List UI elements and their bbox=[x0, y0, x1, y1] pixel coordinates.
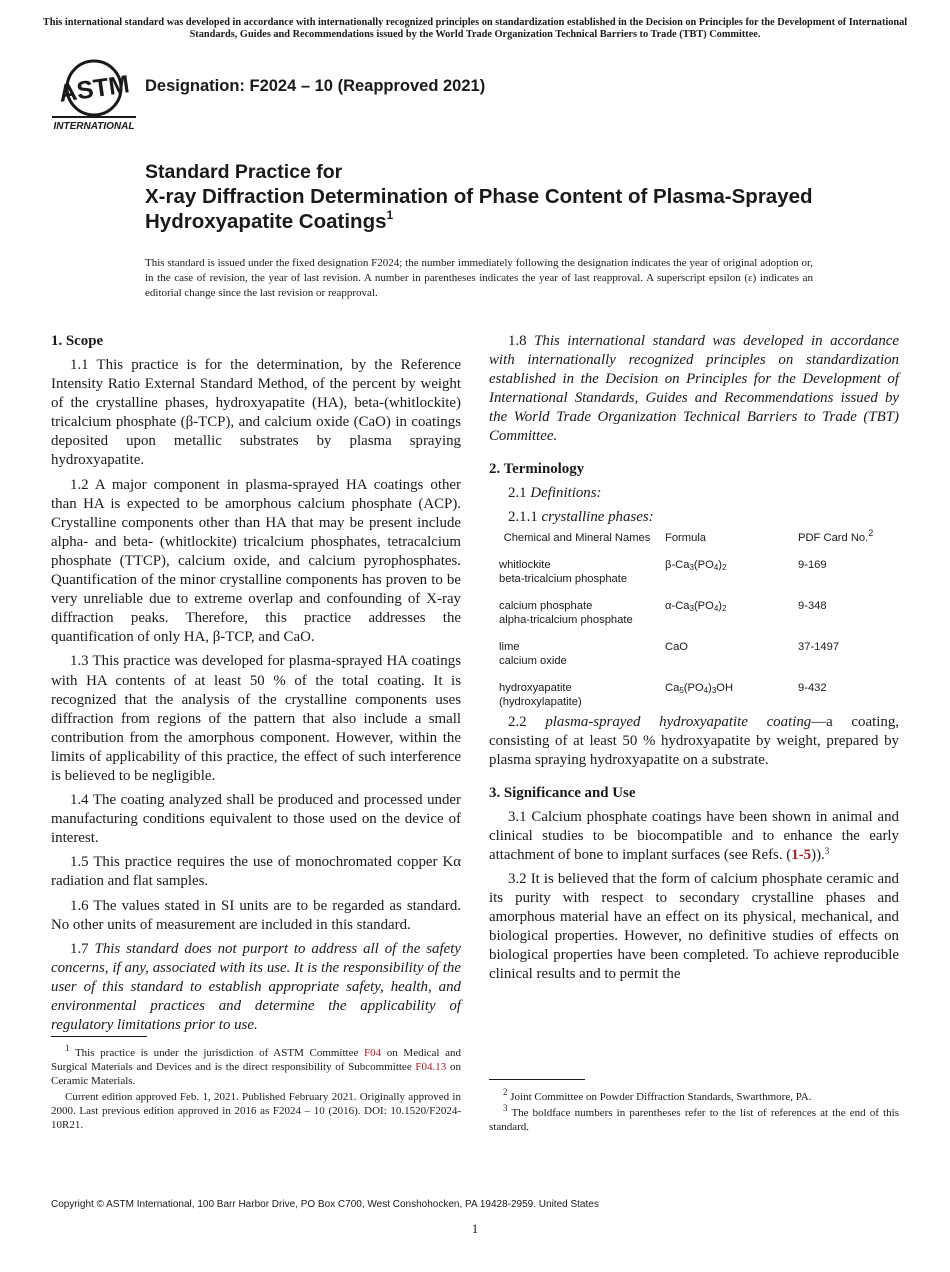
sub-label: crystalline phases: bbox=[541, 508, 654, 525]
top-notice: This international standard was developed in accordance with internationally recognized principles on standardization established in the Decision on Principles for the Development of International Standards, Guides and Recommendations issued by the World Trade Organization Technical Barriers to Trade (TBT) Committee. bbox=[42, 17, 908, 40]
title-text: X-ray Diffraction Determination of Phase Content of Plasma-Sprayed Hydroxyapatite Coatings bbox=[145, 185, 813, 233]
paragraph-text-end: )). bbox=[811, 846, 825, 863]
footnote-rule-right bbox=[489, 1079, 585, 1080]
table-row bbox=[489, 600, 897, 641]
footnote-2: $^2$ Joint Committee on Powder Diffraction Standards, Swarthmore, PA. bbox=[503, 1087, 812, 1103]
phase-names bbox=[489, 600, 665, 641]
title-block bbox=[145, 160, 845, 234]
paragraph-number: 1.7 bbox=[70, 940, 89, 957]
sub-number: 2.1.1 bbox=[508, 508, 538, 525]
phase-name-alt: (hydroxylapatite) bbox=[499, 695, 582, 708]
astm-logo-icon bbox=[52, 56, 136, 132]
title-footnote-ref: 1 bbox=[386, 208, 394, 222]
paragraph-3-1 bbox=[489, 808, 899, 865]
paragraph-1-6: 1.6 The values stated in SI units are to be regarded as standard. No other units of measurement are included in this standard. bbox=[51, 897, 461, 933]
column-header-formula: Formula bbox=[665, 531, 707, 544]
table-row bbox=[489, 682, 897, 709]
title-line1: Standard Practice for bbox=[145, 161, 343, 183]
paragraph-2-2 bbox=[489, 713, 899, 770]
copyright: Copyright © ASTM International, 100 Barr Harbor Drive, PO Box C700, West Conshohocken, PA 19428-2959. United States bbox=[51, 1199, 599, 1210]
svg-text:ASTM: ASTM bbox=[57, 70, 132, 108]
paragraph-1-5: 1.5 This practice requires the use of monochromated copper Kα radiation and flat samples. bbox=[51, 854, 461, 890]
page-number: 1 bbox=[471, 1221, 479, 1236]
footnote-1: $^1$ This practice is under the jurisdiction of ASTM Committee F04 on Medical and Surgical Materials and Devices and is the direct responsibility of Subcommittee F04.13 on Ceramic Materials. bbox=[51, 1043, 462, 1087]
left-column bbox=[51, 332, 461, 1040]
phase-name: whitlockite bbox=[499, 559, 551, 572]
issue-note: This standard is issued under the fixed designation F2024; the number immediately following the designation indicates the year of original adoption or, in the case of revision, the year of last revision. A number in parentheses indicates the year of last reapproval. A superscript epsilon (ε) indicates an editorial change since the last revision or reapproval. bbox=[145, 257, 813, 299]
title-main bbox=[145, 184, 845, 234]
section-heading-terminology: 2. Terminology bbox=[489, 460, 585, 477]
column-header-names: Chemical and Mineral Names bbox=[503, 531, 651, 544]
table-header-row bbox=[489, 532, 897, 560]
crystalline-phases-table bbox=[489, 527, 897, 710]
footnote-rule-left bbox=[51, 1036, 147, 1037]
paragraph-1-4: 1.4 The coating analyzed shall be produced and processed under manufacturing conditions equivalent to those used on the device of interest. bbox=[51, 792, 461, 847]
reference-link[interactable]: 1-5 bbox=[791, 846, 812, 863]
phase-names bbox=[489, 559, 665, 600]
table-row bbox=[489, 641, 897, 682]
paragraph-1-7 bbox=[51, 940, 461, 1035]
phase-pdf-card: 9-432 bbox=[798, 682, 827, 695]
footnote-number: 1 bbox=[65, 1043, 70, 1053]
astm-logo bbox=[52, 56, 136, 132]
def-label: Definitions: bbox=[530, 484, 602, 501]
pdf-header-text: PDF Card No. bbox=[798, 531, 869, 544]
paragraph-italic-text: This international standard was developed in accordance with internationally recognized principles on standardization established in the Decision on Principles for the Development of International Standards, Guides and Recommendations issued by the World Trade Organization Technical Barriers to Trade (TBT) Committee. bbox=[489, 333, 899, 445]
definition-text: —a coating, consisting of at least 50 % hydroxyapatite by weight, prepared by plasma spraying hydroxyapatite on a substrate. bbox=[489, 714, 899, 769]
phase-formula: $\beta-Ca_3(PO_4)_2$ bbox=[665, 559, 727, 573]
phase-name-alt: alpha-tricalcium phosphate bbox=[499, 613, 633, 626]
phase-name-alt: calcium oxide bbox=[499, 654, 567, 667]
phase-name: calcium phosphate bbox=[499, 600, 593, 613]
paragraph-1-3: 1.3 This practice was developed for plasma-sprayed HA coatings with HA contents of at least 50 % of the total coating. It is recognized that the analysis of the crystalline components uses diffraction from regions of the pattern that also include a small contribution from the amorphous component. However, within the limits of applicability of this practice, the effect of such interference is believed to be negligible. bbox=[51, 653, 461, 784]
section-heading-scope: 1. Scope bbox=[51, 333, 104, 349]
paragraph-number: 2.2 bbox=[508, 714, 527, 731]
phase-formula: CaO bbox=[665, 641, 689, 654]
footnotes-right bbox=[489, 1087, 899, 1136]
pdf-footnote-ref: 2 bbox=[868, 527, 874, 538]
paragraph-text: 3.1 Calcium phosphate coatings have been shown in animal and clinical studies to be biocompatible and to enhance the early attachment of bone to implant surfaces (see Refs. ( bbox=[489, 808, 899, 863]
phase-names bbox=[489, 641, 665, 682]
table-row bbox=[489, 559, 897, 600]
footnotes-left bbox=[51, 1043, 462, 1134]
footnote-3: $^3$ The boldface numbers in parentheses refer to the list of references at the end of this standard. bbox=[489, 1103, 899, 1133]
column-header-pdf bbox=[798, 527, 897, 560]
footnote-ref: 3 bbox=[824, 845, 830, 856]
edition-note: Current edition approved Feb. 1, 2021. Published February 2021. Originally approved in 2000. Last previous edition approved in 2016 as F2024 – 10 (2016). DOI: 10.1520/F2024-10R21. bbox=[51, 1091, 461, 1131]
svg-text:INTERNATIONAL: INTERNATIONAL bbox=[53, 121, 135, 132]
phase-name: hydroxyapatite bbox=[499, 682, 572, 695]
phase-pdf-card: 9-348 bbox=[798, 600, 827, 613]
paragraph-3-2: 3.2 It is believed that the form of calcium phosphate ceramic and its purity with respect to secondary crystalline phases and amorphous material have an effect on its physical, mechanical, and biological properties. However, no definitive studies of effects on biological properties have been completed. To achieve reproducible clinical results and to permit the bbox=[489, 870, 899, 983]
paragraph-italic-text: This standard does not purport to address all of the safety concerns, if any, associated with its use. It is the responsibility of the user of this standard to establish appropriate safety, health, and environmental practices and determine the applicability of regulatory limitations prior to use. bbox=[51, 940, 461, 1034]
phase-pdf-card: 37-1497 bbox=[798, 641, 840, 654]
phase-names bbox=[489, 682, 665, 709]
paragraph-number: 1.8 bbox=[508, 333, 527, 349]
designation: Designation: F2024 – 10 (Reapproved 2021) bbox=[145, 77, 486, 95]
footnote-number: 2 bbox=[503, 1087, 508, 1097]
def-number: 2.1 bbox=[508, 484, 527, 501]
paragraph-1-2: 1.2 A major component in plasma-sprayed HA coatings other than HA is expected to be amorphous calcium phosphate (ACP). Crystalline components other than HA that may be present include alpha- and beta- (whitlockite) tricalcium phosphates, tetracalcium phosphate (TTCP), calcium oxide, and calcium pyrophosphates. Quantification of the minor crystalline components has proven to be very unreliable due to extreme overlap and confounding of X-ray diffraction peaks. Therefore, this practice addresses the quantification of only HA, β-TCP, and CaO. bbox=[51, 476, 461, 646]
defined-term: plasma-sprayed hydroxyapatite coating bbox=[545, 714, 812, 731]
phase-name-alt: beta-tricalcium phosphate bbox=[499, 572, 628, 585]
phase-formula: $\alpha-Ca_3(PO_4)_2$ bbox=[665, 600, 727, 614]
subcommittee-link[interactable]: F04.13 bbox=[415, 1061, 447, 1073]
phase-pdf-card: 9-169 bbox=[798, 559, 827, 572]
section-heading-significance: 3. Significance and Use bbox=[489, 784, 636, 801]
definitions-label bbox=[489, 484, 899, 503]
paragraph-1-8 bbox=[489, 332, 899, 447]
right-column bbox=[489, 332, 899, 989]
committee-link[interactable]: F04 bbox=[364, 1047, 382, 1059]
phase-formula: $Ca_5(PO_4)_3OH$ bbox=[665, 682, 734, 696]
crystalline-phases-label bbox=[489, 508, 899, 527]
paragraph-1-1: 1.1 This practice is for the determination, by the Reference Intensity Ratio External Standard Method, of the percent by weight of the crystalline phases, hydroxyapatite (HA), beta-(whitlockite) tricalcium phosphate (β-TCP), and calcium oxide (CaO) in coatings deposited upon metallic substrates by plasma spraying hydroxyapatite. bbox=[51, 357, 461, 469]
phase-name: lime bbox=[499, 641, 520, 654]
footnote-number: 3 bbox=[503, 1103, 508, 1113]
